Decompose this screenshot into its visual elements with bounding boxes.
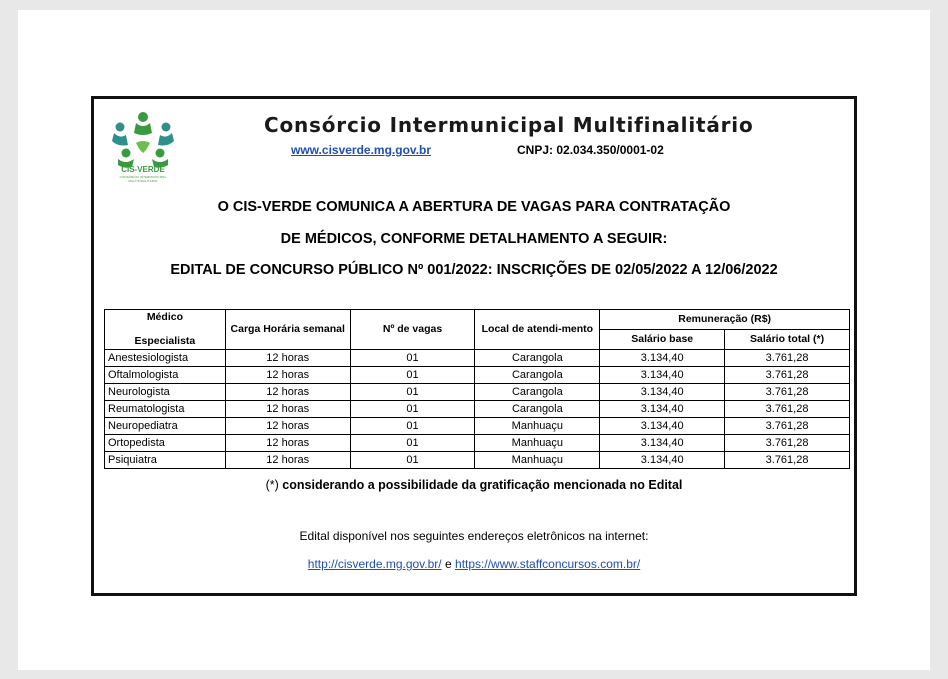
header-local-atendimento: Local de atendi-mento	[475, 310, 600, 350]
cell-local: Carangola	[475, 401, 600, 418]
cell-salario-base: 3.134,40	[600, 367, 725, 384]
cell-local: Carangola	[475, 384, 600, 401]
links-conjunction: e	[444, 557, 452, 571]
cell-vagas: 01	[350, 401, 475, 418]
organization-website-link[interactable]: www.cisverde.mg.gov.br	[291, 143, 432, 157]
cell-vagas: 01	[350, 350, 475, 367]
cell-carga: 12 horas	[225, 418, 350, 435]
cell-especialista: Anestesiologista	[105, 350, 226, 367]
table-row	[105, 435, 850, 452]
cell-carga: 12 horas	[225, 350, 350, 367]
cell-especialista: Neurologista	[105, 384, 226, 401]
header-carga-horaria: Carga Horária semanal	[225, 310, 350, 350]
cell-vagas: 01	[350, 435, 475, 452]
cell-salario-total: 3.761,28	[725, 452, 850, 469]
document-page	[18, 10, 930, 670]
header-medico: Médico	[146, 311, 183, 323]
cell-especialista: Psiquiatra	[105, 452, 226, 469]
cis-verde-logo	[106, 109, 180, 185]
announcement-frame	[91, 96, 857, 596]
cell-local: Carangola	[475, 350, 600, 367]
cell-local: Manhuaçu	[475, 435, 600, 452]
cell-carga: 12 horas	[225, 435, 350, 452]
cell-vagas: 01	[350, 384, 475, 401]
cell-salario-total: 3.761,28	[725, 384, 850, 401]
logo-wordmark: CIS-VERDE	[121, 165, 165, 174]
cell-local: Carangola	[475, 367, 600, 384]
cell-vagas: 01	[350, 418, 475, 435]
cell-carga: 12 horas	[225, 384, 350, 401]
announcement-line-1: O CIS-VERDE COMUNICA A ABERTURA DE VAGAS PARA CONTRATAÇÃO	[217, 199, 731, 215]
footnote-text: considerando a possibilidade da gratificação mencionada no Edital	[282, 478, 683, 492]
cell-salario-base: 3.134,40	[600, 350, 725, 367]
people-circle-logo-icon	[106, 109, 180, 171]
cell-especialista: Oftalmologista	[105, 367, 226, 384]
cell-salario-base: 3.134,40	[600, 452, 725, 469]
cell-especialista: Ortopedista	[105, 435, 226, 452]
table-row	[105, 367, 850, 384]
cell-carga: 12 horas	[225, 367, 350, 384]
cell-salario-total: 3.761,28	[725, 418, 850, 435]
organization-cnpj: CNPJ: 02.034.350/0001-02	[517, 143, 664, 157]
table-row	[105, 452, 850, 469]
table-row	[105, 401, 850, 418]
table-row	[105, 418, 850, 435]
availability-text: Edital disponível nos seguintes endereços eletrônicos na internet:	[299, 529, 649, 543]
cell-salario-base: 3.134,40	[600, 401, 725, 418]
cell-salario-total: 3.761,28	[725, 367, 850, 384]
vacancies-table	[104, 309, 850, 469]
footnote-marker: (*)	[265, 478, 279, 492]
cell-vagas: 01	[350, 367, 475, 384]
logo-subtitle: CONSÓRCIO INTERMUNICIPAL MULTIFINALITÁRIO	[119, 175, 167, 183]
cell-carga: 12 horas	[225, 401, 350, 418]
announcement-line-2: DE MÉDICOS, CONFORME DETALHAMENTO A SEGUIR:	[280, 231, 668, 247]
header-salario-total: Salário total (*)	[725, 330, 850, 350]
cell-salario-total: 3.761,28	[725, 435, 850, 452]
cell-local: Manhuaçu	[475, 452, 600, 469]
cell-salario-total: 3.761,28	[725, 401, 850, 418]
cisverde-link[interactable]: http://cisverde.mg.gov.br/	[307, 557, 442, 571]
cell-especialista: Reumatologista	[105, 401, 226, 418]
cell-salario-base: 3.134,40	[600, 435, 725, 452]
header-numero-vagas: Nº de vagas	[350, 310, 475, 350]
cell-salario-base: 3.134,40	[600, 418, 725, 435]
organization-name: Consórcio Intermunicipal Multifinalitário	[264, 113, 754, 137]
cell-salario-total: 3.761,28	[725, 350, 850, 367]
header-remuneracao: Remuneração (R$)	[600, 310, 850, 330]
table-row	[105, 350, 850, 367]
staffconcursos-link[interactable]: https://www.staffconcursos.com.br/	[455, 557, 641, 571]
header-medico-especialista	[105, 310, 226, 350]
footnote	[94, 478, 854, 492]
header-especialista: Especialista	[134, 335, 196, 347]
header-salario-base: Salário base	[600, 330, 725, 350]
table-row	[105, 384, 850, 401]
cell-local: Manhuaçu	[475, 418, 600, 435]
edital-links	[94, 557, 854, 571]
cell-vagas: 01	[350, 452, 475, 469]
cell-carga: 12 horas	[225, 452, 350, 469]
cell-salario-base: 3.134,40	[600, 384, 725, 401]
vacancies-table-body	[105, 350, 850, 469]
edital-title: EDITAL DE CONCURSO PÚBLICO Nº 001/2022: INSCRIÇÕES DE 02/05/2022 A 12/06/2022	[170, 262, 778, 278]
cell-especialista: Neuropediatra	[105, 418, 226, 435]
